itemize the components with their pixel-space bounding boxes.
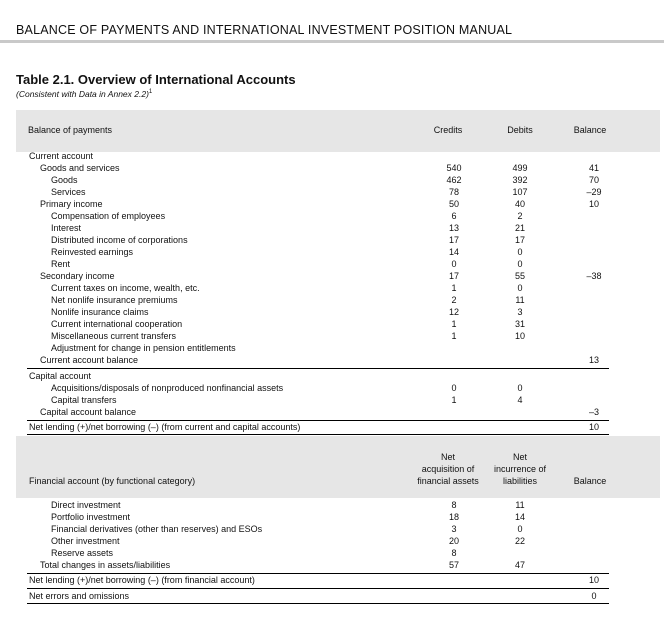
row-credits: 78 bbox=[448, 187, 459, 197]
row-label: Net nonlife insurance premiums bbox=[51, 295, 178, 305]
row-liabilities: 22 bbox=[514, 536, 525, 546]
row-label: Primary income bbox=[40, 199, 103, 209]
row-label: Interest bbox=[51, 223, 82, 233]
row-label: Reinvested earnings bbox=[51, 247, 134, 257]
row-label: Financial derivatives (other than reserves) and ESOs bbox=[51, 524, 263, 534]
fin-header-liab-line2: incurrence of bbox=[493, 464, 547, 474]
rule-before-capital bbox=[27, 368, 609, 369]
row-label: Reserve assets bbox=[51, 548, 114, 558]
row-debits: 11 bbox=[515, 295, 525, 305]
fin-header-assets-line2: acquisition of bbox=[421, 464, 475, 474]
table-title: Table 2.1. Overview of International Accounts bbox=[16, 72, 296, 87]
row-assets: 57 bbox=[448, 560, 459, 570]
row-balance: –3 bbox=[588, 407, 599, 417]
row-credits: 50 bbox=[448, 199, 459, 209]
row-label: Goods and services bbox=[40, 163, 120, 173]
net-errors-label: Net errors and omissions bbox=[29, 591, 130, 601]
row-debits: 31 bbox=[514, 319, 525, 329]
row-credits: 17 bbox=[448, 235, 459, 245]
fin-header-assets-line3: financial assets bbox=[417, 476, 479, 486]
row-label: Secondary income bbox=[40, 271, 115, 281]
row-liabilities: 11 bbox=[515, 500, 525, 510]
bop-header-debits: Debits bbox=[507, 125, 533, 135]
row-label: Services bbox=[51, 187, 86, 197]
row-label: Portfolio investment bbox=[51, 512, 131, 522]
row-label: Miscellaneous current transfers bbox=[51, 331, 177, 341]
row-credits: 462 bbox=[446, 175, 462, 185]
row-balance: 70 bbox=[588, 175, 599, 185]
row-assets: 8 bbox=[451, 548, 457, 558]
row-debits: 0 bbox=[517, 259, 523, 269]
row-label: Adjustment for change in pension entitlements bbox=[51, 343, 236, 353]
bop-header-label: Balance of payments bbox=[28, 125, 113, 135]
row-label: Distributed income of corporations bbox=[51, 235, 188, 245]
row-credits: 14 bbox=[448, 247, 459, 257]
row-credits: 13 bbox=[448, 223, 459, 233]
row-debits: 499 bbox=[512, 163, 528, 173]
row-assets: 20 bbox=[448, 536, 459, 546]
row-liabilities: 14 bbox=[514, 512, 525, 522]
row-label: Nonlife insurance claims bbox=[51, 307, 149, 317]
row-debits: 21 bbox=[514, 223, 525, 233]
row-assets: 18 bbox=[448, 512, 459, 522]
table-subtitle-note: 1 bbox=[148, 89, 153, 96]
row-credits: 1 bbox=[451, 395, 457, 405]
row-balance: 41 bbox=[588, 163, 599, 173]
row-label: Capital transfers bbox=[51, 395, 117, 405]
row-label: Current account bbox=[29, 151, 94, 161]
row-debits: 0 bbox=[517, 383, 523, 393]
row-debits: 4 bbox=[517, 395, 523, 405]
row-liabilities: 47 bbox=[514, 560, 525, 570]
header-rule bbox=[0, 40, 664, 43]
row-credits: 0 bbox=[451, 383, 457, 393]
fin-header-band bbox=[16, 436, 660, 498]
net-lending-financial-label: Net lending (+)/net borrowing (–) (from financial account) bbox=[29, 575, 255, 585]
table-subtitle bbox=[16, 89, 152, 99]
rule-table-bottom bbox=[27, 603, 609, 604]
row-credits: 1 bbox=[451, 319, 457, 329]
fin-header-liab-line3: liabilities bbox=[502, 476, 537, 486]
row-label: Acquisitions/disposals of nonproduced nonfinancial assets bbox=[51, 383, 284, 393]
row-credits: 2 bbox=[451, 295, 457, 305]
row-liabilities: 0 bbox=[517, 524, 523, 534]
row-debits: 0 bbox=[517, 247, 523, 257]
row-label: Other investment bbox=[51, 536, 120, 546]
row-debits: 2 bbox=[517, 211, 523, 221]
row-label: Goods bbox=[51, 175, 78, 185]
row-label: Total changes in assets/liabilities bbox=[40, 560, 171, 570]
fin-header-assets-line1: Net bbox=[440, 452, 455, 462]
bop-header-balance: Balance bbox=[573, 125, 607, 135]
table-subtitle-text: (Consistent with Data in Annex 2.2) bbox=[16, 89, 149, 99]
fin-header-balance: Balance bbox=[573, 476, 607, 486]
row-debits: 55 bbox=[514, 271, 525, 281]
bop-header-credits: Credits bbox=[433, 125, 463, 135]
row-balance: –29 bbox=[586, 187, 602, 197]
running-header: BALANCE OF PAYMENTS AND INTERNATIONAL INVESTMENT POSITION MANUAL bbox=[16, 23, 513, 37]
row-debits: 40 bbox=[514, 199, 525, 209]
fin-header-label: Financial account (by functional category) bbox=[29, 476, 196, 486]
net-errors-balance: 0 bbox=[591, 591, 597, 601]
row-credits: 0 bbox=[451, 259, 457, 269]
row-balance: 10 bbox=[588, 199, 599, 209]
row-assets: 3 bbox=[451, 524, 457, 534]
fin-header-liab-line1: Net bbox=[512, 452, 527, 462]
row-credits: 6 bbox=[451, 211, 457, 221]
row-debits: 107 bbox=[512, 187, 528, 197]
row-debits: 17 bbox=[514, 235, 525, 245]
row-label: Direct investment bbox=[51, 500, 121, 510]
row-debits: 10 bbox=[514, 331, 525, 341]
row-credits: 1 bbox=[451, 283, 457, 293]
rule-after-net-lending bbox=[27, 434, 609, 435]
row-credits: 1 bbox=[451, 331, 457, 341]
row-label: Current international cooperation bbox=[51, 319, 183, 329]
row-balance: 13 bbox=[588, 355, 599, 365]
row-label: Capital account balance bbox=[40, 407, 137, 417]
row-debits: 0 bbox=[517, 283, 523, 293]
rule-before-net-errors bbox=[27, 588, 609, 589]
row-label: Current taxes on income, wealth, etc. bbox=[51, 283, 200, 293]
net-lending-current-capital-label: Net lending (+)/net borrowing (–) (from current and capital accounts) bbox=[29, 422, 301, 432]
row-label: Compensation of employees bbox=[51, 211, 166, 221]
row-credits: 17 bbox=[448, 271, 459, 281]
row-debits: 392 bbox=[512, 175, 528, 185]
row-debits: 3 bbox=[517, 307, 523, 317]
row-label: Current account balance bbox=[40, 355, 139, 365]
row-balance: –38 bbox=[586, 271, 602, 281]
net-lending-current-capital-balance: 10 bbox=[588, 422, 599, 432]
net-lending-financial-balance: 10 bbox=[588, 575, 599, 585]
row-label: Capital account bbox=[29, 371, 92, 381]
row-assets: 8 bbox=[451, 500, 457, 510]
row-credits: 12 bbox=[448, 307, 459, 317]
row-credits: 540 bbox=[446, 163, 462, 173]
row-label: Rent bbox=[51, 259, 71, 269]
